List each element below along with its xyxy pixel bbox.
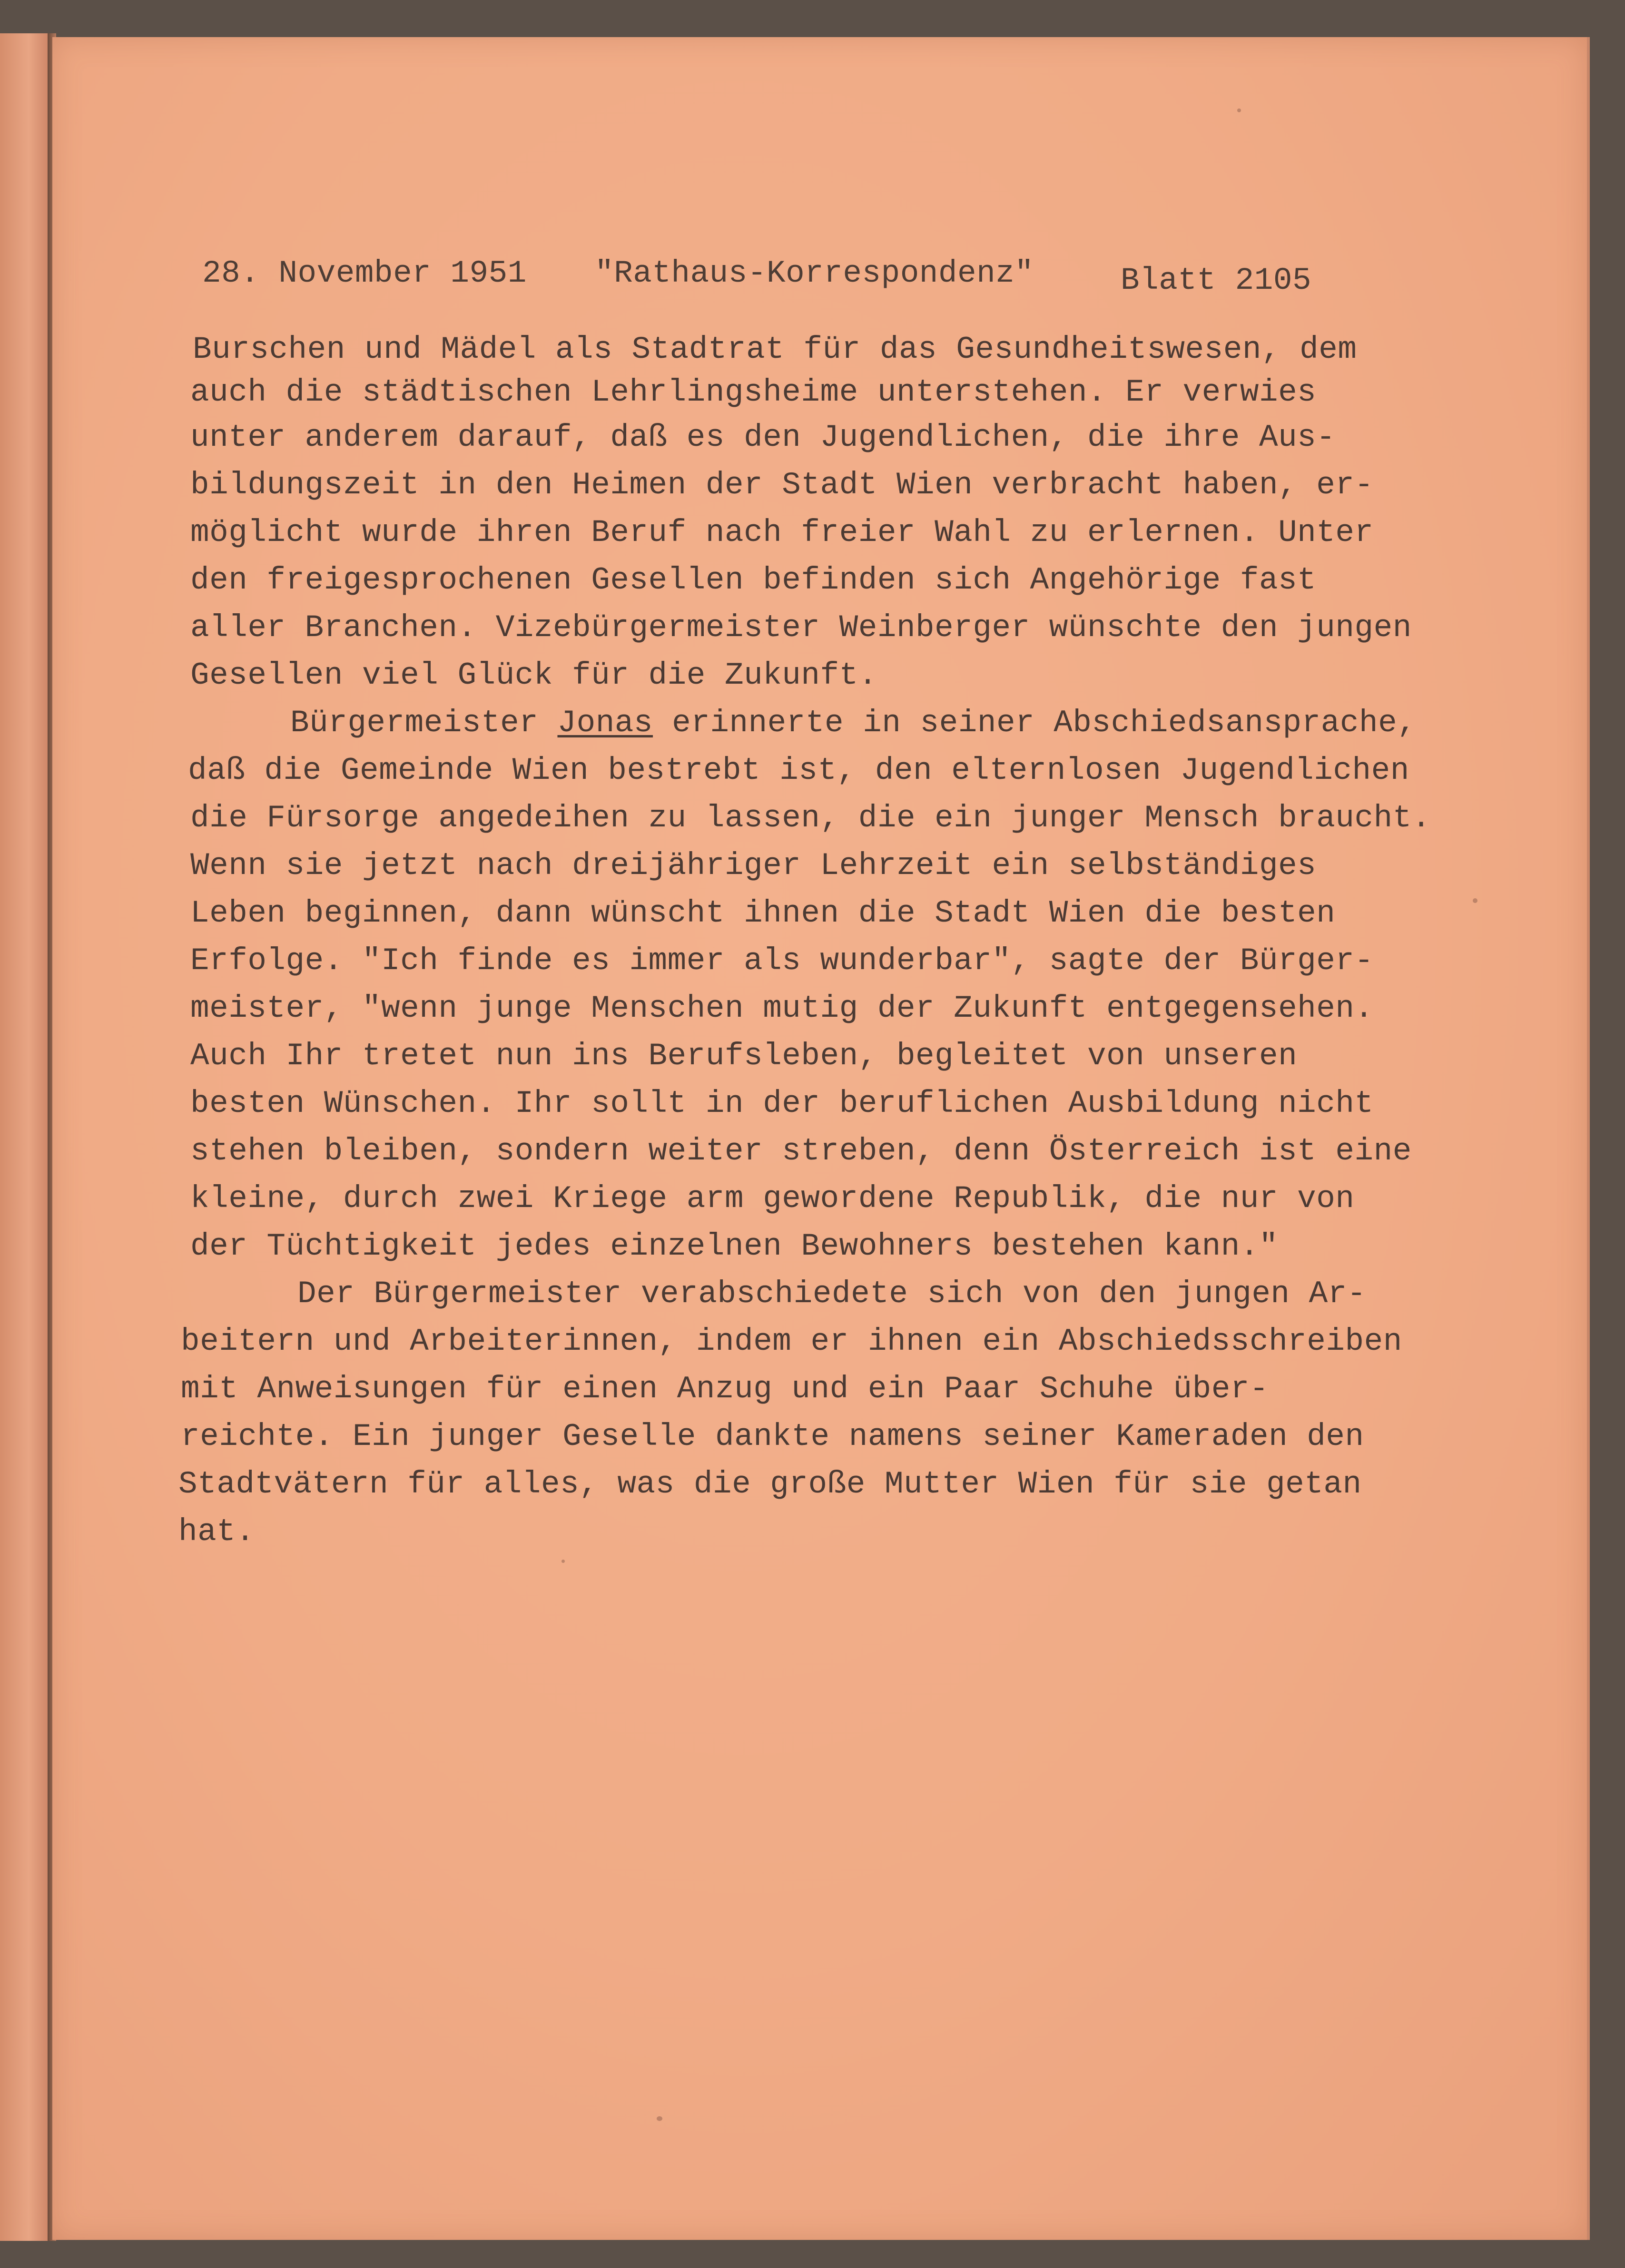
body-line: mit Anweisungen für einen Anzug und ein Paar Schuhe über-	[181, 1371, 1269, 1407]
header-sheet-number: Blatt 2105	[1121, 263, 1312, 298]
body-line: den freigesprochenen Gesellen befinden sich Angehörige fast	[190, 562, 1317, 598]
paper-speck	[561, 1560, 565, 1563]
body-line: beitern und Arbeiterinnen, indem er ihnen ein Abschiedsschreiben	[181, 1324, 1402, 1359]
body-line: der Tüchtigkeit jedes einzelnen Bewohners bestehen kann."	[190, 1228, 1279, 1264]
paper-speck	[1237, 108, 1241, 112]
paper-speck	[657, 2116, 662, 2121]
body-line: Burschen und Mädel als Stadtrat für das Gesundheitswesen, dem	[193, 332, 1357, 367]
body-line: bildungszeit in den Heimen der Stadt Wien verbracht haben, er-	[190, 467, 1374, 503]
body-line: Der Bürgermeister verabschiedete sich von den jungen Ar-	[297, 1276, 1366, 1312]
body-line: reichte. Ein junger Geselle dankte namens seiner Kameraden den	[181, 1419, 1364, 1454]
body-line: Wenn sie jetzt nach dreijähriger Lehrzeit ein selbständiges	[190, 848, 1317, 884]
header-publication: "Rathaus-Korrespondenz"	[595, 255, 1034, 291]
body-line: kleine, durch zwei Kriege arm gewordene Republik, die nur von	[190, 1181, 1355, 1217]
body-line: besten Wünschen. Ihr sollt in der beruflichen Ausbildung nicht	[190, 1086, 1374, 1121]
body-line: Gesellen viel Glück für die Zukunft.	[190, 658, 877, 693]
body-line: Leben beginnen, dann wünscht ihnen die Stadt Wien die besten	[190, 895, 1336, 931]
body-line: unter anderem darauf, daß es den Jugendlichen, die ihre Aus-	[190, 420, 1336, 455]
paper-speck	[1473, 898, 1477, 903]
body-line: hat.	[178, 1514, 255, 1550]
body-line: aller Branchen. Vizebürgermeister Weinberger wünschte den jungen	[190, 610, 1412, 646]
body-line: Auch Ihr tretet nun ins Berufsleben, begleitet von unseren	[190, 1038, 1298, 1074]
previous-page-edge	[0, 33, 52, 2241]
header-date: 28. November 1951	[202, 255, 527, 291]
body-line: die Fürsorge angedeihen zu lassen, die ein junger Mensch braucht.	[190, 800, 1431, 836]
mayor-name-underlined: Jonas	[557, 705, 653, 741]
body-line: möglicht wurde ihren Beruf nach freier Wahl zu erlernen. Unter	[190, 515, 1374, 550]
paragraph-2-lead-rest: erinnerte in seiner Abschiedsansprache,	[653, 705, 1417, 741]
body-line: stehen bleiben, sondern weiter streben, denn Österreich ist eine	[190, 1133, 1412, 1169]
paragraph-2-lead-text: Bürgermeister	[290, 705, 558, 741]
body-line: Erfolge. "Ich finde es immer als wunderbar", sagte der Bürger-	[190, 943, 1374, 979]
body-line: daß die Gemeinde Wien bestrebt ist, den elternlosen Jugendlichen	[188, 753, 1409, 788]
body-line: Stadtvätern für alles, was die große Mutter Wien für sie getan	[178, 1466, 1362, 1502]
paragraph-2-first-line	[290, 704, 1416, 742]
body-line: meister, "wenn junge Menschen mutig der Zukunft entgegensehen.	[190, 991, 1374, 1026]
body-line: auch die städtischen Lehrlingsheime unterstehen. Er verwies	[190, 374, 1317, 410]
